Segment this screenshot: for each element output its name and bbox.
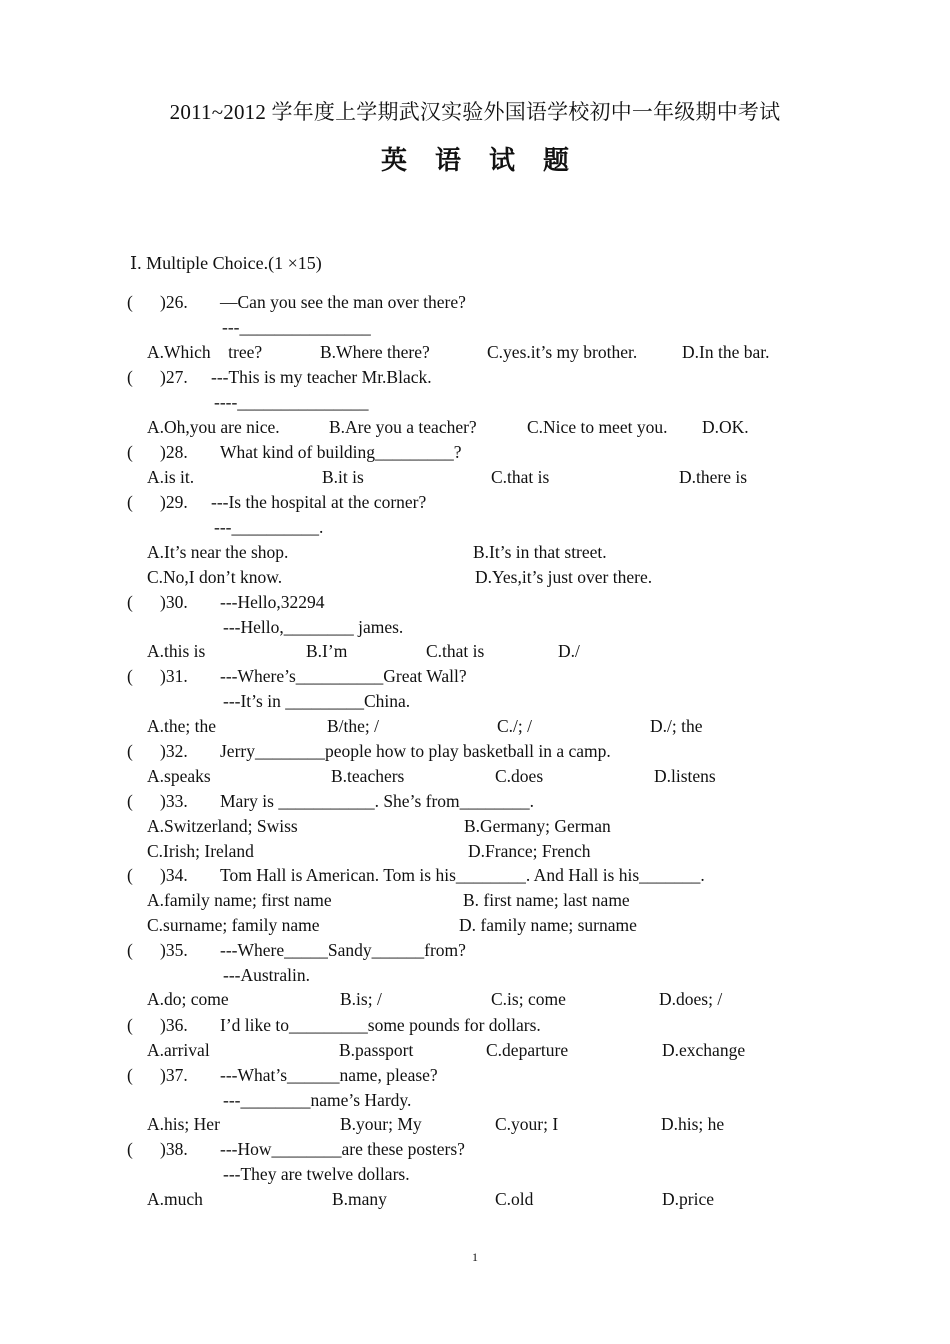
question-number: )36. [160, 1015, 188, 1035]
question-paren: ( [127, 1015, 133, 1035]
option-b: B.teachers [331, 766, 405, 786]
option-a: A.the; the [147, 716, 217, 736]
option-b: B.it is [322, 467, 364, 487]
question-paren: ( [127, 1065, 133, 1085]
question-reply: ---Australin. [223, 965, 310, 985]
option-b: B.your; My [340, 1114, 422, 1134]
option-b: B.I’m [306, 641, 348, 661]
option-b: B.It’s in that street. [473, 542, 607, 562]
question-paren: ( [127, 865, 133, 885]
question-paren: ( [127, 492, 133, 512]
option-a: A.is it. [147, 467, 195, 487]
option-d: D.OK. [702, 417, 749, 437]
option-c: C./; / [497, 716, 533, 736]
question-number: )28. [160, 442, 188, 462]
option-d: D.exchange [662, 1040, 746, 1060]
question-number: )33. [160, 791, 188, 811]
option-c: C.No,I don’t know. [147, 567, 283, 587]
option-c: C.yes.it’s my brother. [487, 342, 638, 362]
option-c: C.does [495, 766, 544, 786]
question-number: )29. [160, 492, 188, 512]
page-subtitle: 英语试题 [380, 146, 597, 176]
question-stem: ---Where_____Sandy______from? [220, 940, 466, 960]
question-stem: ---This is my teacher Mr.Black. [211, 367, 432, 387]
option-a: A.Which tree? [147, 342, 263, 362]
question-paren: ( [127, 592, 133, 612]
question-paren: ( [127, 367, 133, 387]
option-a: A.speaks [147, 766, 211, 786]
option-b: B.Germany; German [464, 816, 611, 836]
option-c: C.surname; family name [147, 915, 320, 935]
option-c: C.old [495, 1189, 534, 1209]
option-c: C.departure [486, 1040, 569, 1060]
option-a: A.It’s near the shop. [147, 542, 289, 562]
question-stem: What kind of building_________? [220, 442, 462, 462]
option-c: C.is; come [491, 989, 566, 1009]
option-a: A.family name; first name [147, 890, 332, 910]
question-number: )26. [160, 292, 188, 312]
option-c: C.your; I [495, 1114, 559, 1134]
section-heading: Ⅰ. Multiple Choice.(1 ×15) [130, 253, 322, 273]
option-d: D.does; / [659, 989, 723, 1009]
question-stem: ---What’s______name, please? [220, 1065, 438, 1085]
question-number: )27. [160, 367, 188, 387]
question-reply: ---It’s in _________China. [223, 691, 411, 711]
page-title: 2011~2012 学年度上学期武汉实验外国语学校初中一年级期中考试 [169, 100, 781, 124]
question-paren: ( [127, 442, 133, 462]
option-b: B. first name; last name [463, 890, 630, 910]
question-number: )35. [160, 940, 188, 960]
question-number: )30. [160, 592, 188, 612]
question-number: )38. [160, 1139, 188, 1159]
option-d: D./ [558, 641, 580, 661]
option-b: B.Are you a teacher? [329, 417, 477, 437]
option-a: A.this is [147, 641, 206, 661]
option-b: B.many [332, 1189, 387, 1209]
option-c: C.that is [426, 641, 485, 661]
question-stem: ---Hello,32294 [220, 592, 325, 612]
option-d: D. family name; surname [459, 915, 637, 935]
question-number: )34. [160, 865, 188, 885]
question-stem: ---Where’s__________Great Wall? [220, 666, 467, 686]
option-d: D.France; French [468, 841, 591, 861]
option-a: A.Oh,you are nice. [147, 417, 280, 437]
option-a: A.Switzerland; Swiss [147, 816, 298, 836]
question-reply: ---Hello,________ james. [223, 617, 404, 637]
option-d: D./; the [650, 716, 703, 736]
question-stem: —Can you see the man over there? [220, 292, 466, 312]
question-reply: ---They are twelve dollars. [223, 1164, 410, 1184]
option-c: C.that is [491, 467, 550, 487]
option-d: D.In the bar. [682, 342, 770, 362]
question-stem: I’d like to_________some pounds for dollars. [220, 1015, 541, 1035]
option-b: B.is; / [340, 989, 382, 1009]
option-b: B/the; / [327, 716, 380, 736]
question-stem: Jerry________people how to play basketball in a camp. [220, 741, 611, 761]
question-reply: ---_______________ [222, 317, 371, 337]
question-paren: ( [127, 666, 133, 686]
question-stem: ---How________are these posters? [220, 1139, 465, 1159]
option-b: B.passport [339, 1040, 414, 1060]
question-paren: ( [127, 1139, 133, 1159]
option-d: D.Yes,it’s just over there. [475, 567, 653, 587]
question-paren: ( [127, 741, 133, 761]
question-paren: ( [127, 940, 133, 960]
option-a: A.much [147, 1189, 203, 1209]
option-b: B.Where there? [320, 342, 430, 362]
option-a: A.his; Her [147, 1114, 220, 1134]
question-reply: ---__________. [214, 517, 324, 537]
option-d: D.listens [654, 766, 716, 786]
question-number: )37. [160, 1065, 188, 1085]
question-reply: ---________name’s Hardy. [223, 1090, 412, 1110]
option-a: A.arrival [147, 1040, 210, 1060]
option-c: C.Nice to meet you. [527, 417, 668, 437]
question-stem: Tom Hall is American. Tom is his________. And Hall is his_______. [220, 865, 705, 885]
option-c: C.Irish; Ireland [147, 841, 254, 861]
option-d: D.there is [679, 467, 748, 487]
question-reply: ----_______________ [214, 392, 369, 412]
option-d: D.his; he [661, 1114, 725, 1134]
option-a: A.do; come [147, 989, 229, 1009]
question-paren: ( [127, 791, 133, 811]
question-stem: ---Is the hospital at the corner? [211, 492, 427, 512]
question-number: )32. [160, 741, 188, 761]
option-d: D.price [662, 1189, 714, 1209]
page-number: 1 [472, 1250, 478, 1264]
question-paren: ( [127, 292, 133, 312]
question-number: )31. [160, 666, 188, 686]
question-stem: Mary is ___________. She’s from________. [220, 791, 535, 811]
